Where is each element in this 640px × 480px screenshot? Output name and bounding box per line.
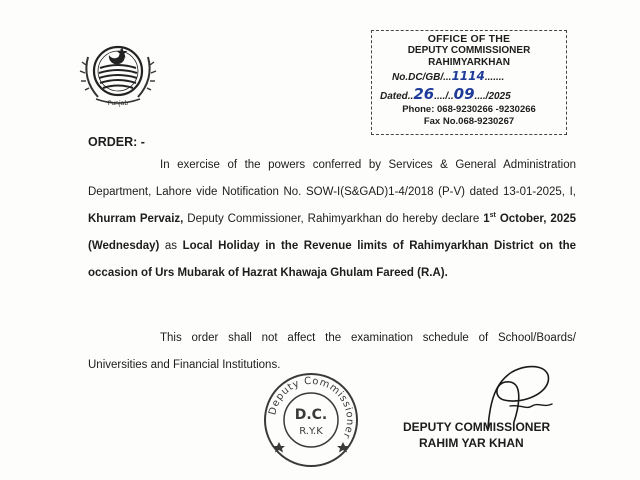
svg-text:Punjab: Punjab (107, 100, 129, 107)
holiday-date: 1st October, 2025 (Wednesday) (88, 212, 576, 252)
signatory-block (403, 419, 550, 451)
handwritten-ref: 1114 (451, 69, 485, 83)
office-line-2: DEPUTY COMMISSIONER (407, 45, 531, 56)
seal-center-title: D.C. (294, 407, 328, 423)
office-line-1: OFFICE OF THE (427, 33, 511, 45)
holiday-description: Local Holiday in the Revenue limits of Rahimyarkhan District on the occasion of Urs Mubarak of Hazrat Khawaja Ghulam Fareed (R.A). (88, 240, 576, 279)
phone-number: Phone: 068-9230266 -9230266 (402, 104, 536, 115)
order-paragraph-1: In exercise of the powers conferred by Services & General Administration Department, Lahore vide Notification No. SOW-I(S&GAD)1-4/2018 (P-V) dated 13-01-2025, I, Khurram Pervaiz, Deputy Commissioner, Rahimyarkhan do hereby declare 1st October, 2025 (Wednesday) as Local Holiday in the Revenue limits of Rahimyarkhan District on the occasion of Urs Mubarak of Hazrat Khawaja Ghulam Fareed (R.A). (88, 159, 576, 279)
reference-number: No.DC/GB/...1114....... (392, 69, 505, 83)
office-line-3: RAHIMYARKHAN (428, 57, 510, 68)
punjab-government-emblem-icon (78, 35, 158, 113)
officer-name: Khurram Pervaiz, (88, 213, 184, 225)
office-address-block (371, 30, 567, 135)
order-paragraph-2: This order shall not affect the examination schedule of School/Boards/ Universities and Financial Institutions. (88, 332, 576, 371)
signatory-location: RAHIM YAR KHAN (419, 436, 524, 450)
handwritten-day: 26 (413, 85, 435, 103)
seal-center-subtitle: R.Y.K (299, 426, 323, 437)
fax-number: Fax No.068-9230267 (423, 116, 515, 127)
seal-ring-text: Deputy Commissioner (267, 375, 356, 441)
dated-line: Dated..26..../..09..../2025 (380, 85, 511, 103)
deputy-commissioner-seal (261, 370, 361, 470)
signatory-title: DEPUTY COMMISSIONER (403, 420, 551, 434)
handwritten-month: 09 (453, 85, 475, 103)
order-heading: ORDER: - (88, 135, 145, 149)
